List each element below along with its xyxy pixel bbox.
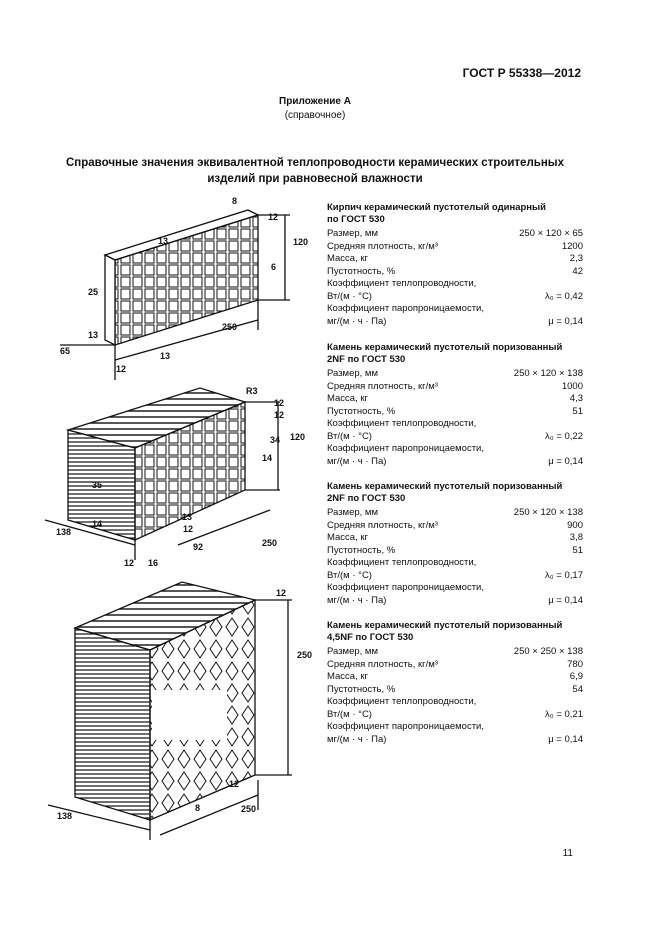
property-label: Размер, мм (327, 507, 378, 518)
property-row (327, 532, 583, 545)
property-row (327, 582, 583, 595)
property-row (327, 557, 583, 570)
dim-b3-4: 8 (195, 803, 201, 813)
property-label: Вт/(м · °С) (327, 430, 372, 442)
product-heading (327, 342, 583, 366)
property-label: Коэффициент теплопроводности, (327, 696, 477, 707)
property-value: 4,3 (569, 393, 583, 404)
product-heading-line-2: по ГОСТ 530 (327, 214, 385, 225)
property-row (327, 671, 583, 684)
product-block-4 (327, 620, 583, 746)
property-value: 42 (572, 265, 583, 277)
property-value: μ = 0,14 (548, 315, 583, 327)
property-value: 51 (572, 544, 583, 556)
dim-b3-3: 12 (229, 779, 240, 789)
dim-b2-6: 14 (262, 453, 273, 463)
property-label: Масса, кг (327, 532, 368, 543)
property-label: Коэффициент паропроницаемости, (327, 721, 485, 732)
property-row (327, 393, 583, 406)
property-row (327, 241, 583, 254)
property-label: Масса, кг (327, 393, 368, 404)
property-label: мг/(м · ч · Па) (327, 594, 387, 606)
property-label: Коэффициент теплопроводности, (327, 278, 477, 289)
property-row (327, 303, 583, 316)
property-row (327, 406, 583, 419)
property-value: 6,9 (569, 671, 583, 682)
property-row (327, 709, 583, 722)
dim-b2-13: 92 (193, 542, 204, 552)
property-value: 51 (572, 405, 583, 417)
property-label: Коэффициент паропроницаемости, (327, 303, 485, 314)
property-value: λ₀ = 0,42 (544, 290, 583, 302)
property-label: мг/(м · ч · Па) (327, 733, 387, 745)
property-value: μ = 0,14 (548, 594, 583, 606)
product-block-2 (327, 342, 583, 468)
appendix-subtitle: (справочное) (284, 110, 346, 121)
property-value: λ₀ = 0,21 (544, 708, 583, 720)
dim-b2-4: 34 (270, 435, 281, 445)
property-value: 3,8 (569, 532, 583, 543)
product-heading (327, 481, 583, 505)
property-row (327, 595, 583, 608)
property-row (327, 520, 583, 533)
property-label: Коэффициент теплопроводности, (327, 418, 477, 429)
property-label: Размер, мм (327, 368, 378, 379)
dim-b1-7: 13 (88, 330, 99, 340)
page-number: 11 (562, 848, 573, 859)
product-heading-line-1: Камень керамический пустотелый поризованный (327, 481, 563, 492)
product-heading-line-2: 2NF по ГОСТ 530 (327, 354, 406, 365)
property-value: 900 (567, 519, 583, 531)
dim-b1-9: 65 (60, 346, 71, 356)
title-line-1: Справочные значения эквивалентной теплопроводности керамических строительных (66, 157, 564, 169)
product-block-1 (327, 202, 583, 328)
property-row (327, 696, 583, 709)
product-block-3 (327, 481, 583, 607)
dim-b2-12: 12 (183, 524, 194, 534)
property-label: Масса, кг (327, 671, 368, 682)
property-row (327, 291, 583, 304)
property-label: Размер, мм (327, 646, 378, 657)
property-value: 250 × 120 × 65 (519, 228, 583, 239)
property-value: 250 × 120 × 138 (513, 507, 583, 518)
product-heading-line-1: Кирпич керамический пустотелый одинарный (327, 202, 546, 213)
dim-b2-15: 13 (182, 512, 193, 522)
property-label: Вт/(м · °С) (327, 290, 372, 302)
property-label: Коэффициент паропроницаемости, (327, 443, 485, 454)
dim-b2-5: 120 (290, 432, 306, 442)
property-label: Масса, кг (327, 253, 368, 264)
property-row (327, 431, 583, 444)
product-heading-line-2: 2NF по ГОСТ 530 (327, 493, 406, 504)
dim-b2-11: 16 (148, 558, 159, 568)
property-value: λ₀ = 0,17 (544, 569, 583, 581)
property-label: Коэффициент теплопроводности, (327, 557, 477, 568)
brick-drawing-3 (48, 582, 292, 840)
dim-b1-1: 8 (232, 196, 238, 206)
property-label: мг/(м · ч · Па) (327, 455, 387, 467)
property-value: 250 × 250 × 138 (513, 646, 583, 657)
property-label: Средняя плотность, кг/м³ (327, 380, 438, 392)
property-row (327, 278, 583, 291)
property-row (327, 368, 583, 381)
property-value: 1000 (561, 380, 583, 392)
property-row (327, 570, 583, 583)
dim-b2-3: 12 (274, 410, 285, 420)
property-label: Средняя плотность, кг/м³ (327, 658, 438, 670)
dim-b2-2: 12 (274, 398, 285, 408)
property-row (327, 507, 583, 520)
property-label: Средняя плотность, кг/м³ (327, 519, 438, 531)
property-row (327, 316, 583, 329)
property-row (327, 721, 583, 734)
property-label: Вт/(м · °С) (327, 569, 372, 581)
brick-drawing-2 (45, 388, 280, 560)
property-label: Вт/(м · °С) (327, 708, 372, 720)
property-row (327, 646, 583, 659)
property-value: 54 (572, 683, 583, 695)
dim-b1-2: 12 (268, 212, 279, 222)
property-value: μ = 0,14 (548, 455, 583, 467)
property-row (327, 381, 583, 394)
property-value: 1200 (561, 240, 583, 252)
dim-b2-14: 250 (262, 538, 278, 548)
property-label: Коэффициент паропроницаемости, (327, 582, 485, 593)
dim-b2-1: R3 (246, 386, 258, 396)
product-heading (327, 620, 583, 644)
product-heading (327, 202, 583, 226)
property-label: Пустотность, % (327, 544, 396, 556)
property-row (327, 253, 583, 266)
product-heading-line-1: Камень керамический пустотелый поризованный (327, 620, 563, 631)
product-heading-line-1: Камень керамический пустотелый поризованный (327, 342, 563, 353)
product-heading-line-2: 4,5NF по ГОСТ 530 (327, 632, 414, 643)
appendix-title: Приложение А (279, 96, 351, 107)
dim-b3-6: 138 (57, 811, 73, 821)
property-value: 780 (567, 658, 583, 670)
dim-b3-2: 250 (297, 650, 313, 660)
dim-b2-8: 138 (56, 527, 72, 537)
dim-b1-5: 6 (271, 262, 277, 272)
property-row (327, 684, 583, 697)
property-value: 2,3 (569, 253, 583, 264)
property-label: Размер, мм (327, 228, 378, 239)
property-row (327, 456, 583, 469)
dim-b1-10: 13 (160, 351, 171, 361)
property-row (327, 659, 583, 672)
property-row (327, 734, 583, 747)
property-value: μ = 0,14 (548, 733, 583, 745)
dim-b3-1: 12 (276, 588, 287, 598)
property-row (327, 418, 583, 431)
property-row (327, 266, 583, 279)
property-value: λ₀ = 0,22 (544, 430, 583, 442)
dim-b1-8: 250 (222, 322, 238, 332)
standard-number: ГОСТ Р 55338—2012 (462, 66, 581, 80)
property-row (327, 545, 583, 558)
dim-b1-3: 120 (293, 237, 309, 247)
property-row (327, 228, 583, 241)
title-line-2: изделий при равновесной влажности (207, 173, 423, 185)
property-label: Пустотность, % (327, 265, 396, 277)
dim-b2-7: 35 (92, 480, 103, 490)
property-label: мг/(м · ч · Па) (327, 315, 387, 327)
property-value: 250 × 120 × 138 (513, 368, 583, 379)
dim-b2-9: 14 (92, 519, 103, 529)
property-label: Пустотность, % (327, 405, 396, 417)
property-label: Пустотность, % (327, 683, 396, 695)
property-label: Средняя плотность, кг/м³ (327, 240, 438, 252)
dim-b1-6: 25 (88, 287, 99, 297)
property-row (327, 443, 583, 456)
dim-b1-11: 12 (116, 364, 127, 374)
dim-b3-5: 250 (241, 804, 257, 814)
dim-b1-4: 13 (158, 236, 169, 246)
dim-b2-10: 12 (124, 558, 135, 568)
